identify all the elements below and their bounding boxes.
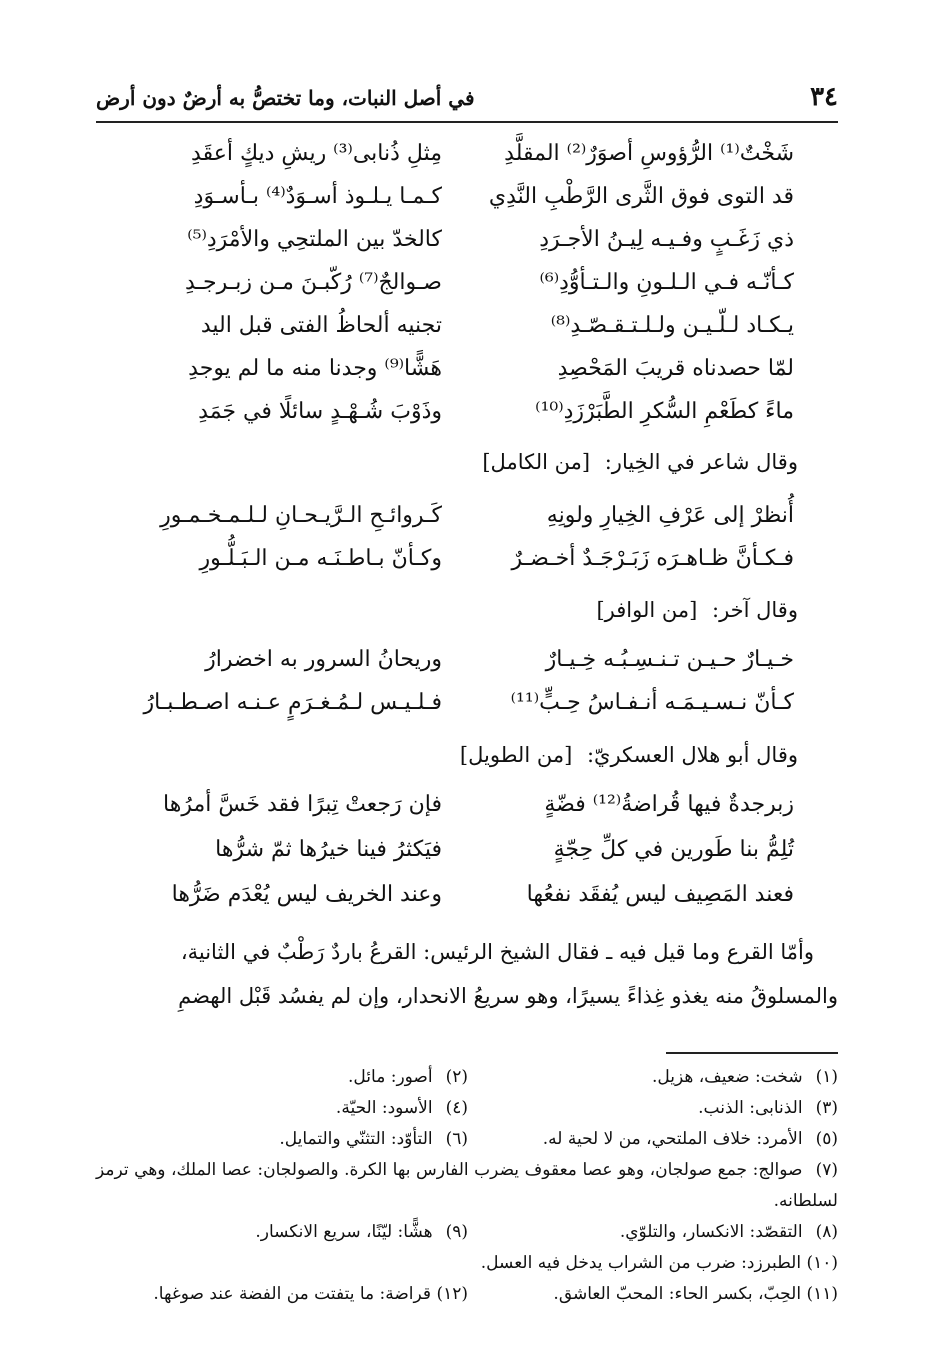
- verse-first-hemistich: خـيـارٌ حـيـن تـنـسِـبُـه خِـيـارٌ: [545, 647, 794, 672]
- verse-second-hemistich: فـلـيـس لـمُـغـرَمٍ عـنـه اصـطـبـارُ: [143, 690, 442, 715]
- poem-intro: [96, 735, 838, 775]
- footnote-text: الطبرزد: ضرب من الشراب يدخل فيه العسل.: [480, 1253, 802, 1273]
- page-number: ٣٤: [810, 82, 838, 112]
- verse-line: [96, 261, 838, 309]
- verse-second-hemistich: فإن رَجعتْ تِبرًا فقد خَسَّ أمرُها: [163, 792, 442, 817]
- footnote-row: [96, 1093, 838, 1124]
- verse-second-hemistich: فيَكثرُ فينا خيرُها ثمّ شرُّها: [215, 837, 442, 862]
- verse-line: [96, 537, 838, 585]
- verse-line: [96, 873, 838, 921]
- poem-intro: [96, 442, 838, 482]
- footnote: [255, 1217, 468, 1248]
- intro-text: وقال شاعر في الخِيار:: [604, 450, 798, 474]
- intro-text: وقال آخر:: [712, 598, 798, 622]
- verse-line: [96, 828, 838, 876]
- verse-first-hemistich: فعند المَصِيف ليس يُفقَد نفعُها: [526, 882, 794, 907]
- verse-line: [96, 347, 838, 395]
- verse-first-hemistich: فـكـأنَّ ظـاهـرَه زَبَـرْجَـدٌ أخـضـرٌ: [511, 546, 794, 571]
- verse-line: [96, 681, 838, 729]
- verse-first-hemistich: ذي زَغَـبٍ وفـيـه لِيـنُ الأجـرَدِ: [539, 227, 794, 252]
- running-title: في أصل النبات، وما تختصُّ به أرضٌ دون أرض: [96, 86, 475, 110]
- footnote-number: (٣): [815, 1098, 838, 1118]
- footnote-text: أصور: مائل.: [348, 1067, 433, 1087]
- verse-first-hemistich: يـكـاد لـلّـيـن ولـلـتـقـصّـدِ⁽⁸⁾: [550, 313, 794, 338]
- verse-first-hemistich: ماءً كطَعْمِ السُّكرِ الطَّبَرْزَدِ⁽¹⁰⁾: [535, 399, 794, 424]
- poem-intro: [96, 590, 838, 630]
- verse-line: [96, 494, 838, 542]
- footnote-number: (٥): [815, 1129, 838, 1149]
- verse-line: [96, 175, 838, 223]
- footnote-number: (١): [815, 1067, 838, 1087]
- footnote-text: التقصّد: الانكسار، والتلوّي.: [619, 1222, 803, 1242]
- page-header: [96, 80, 838, 120]
- verse-second-hemistich: كـمـا يـلـوذ أسـوَدٌ⁽⁴⁾ بـأسـوَدِ: [193, 184, 442, 209]
- verse-first-hemistich: زبرجدةٌ فيها قُراضةُ⁽¹²⁾ فضّةٍ: [544, 792, 794, 817]
- footnote-row: [96, 1062, 838, 1093]
- meter-label: [من الطويل]: [459, 743, 573, 767]
- verse-second-hemistich: وكـأنّ بـاطـنَـه مـن الـبَـلُّـورِ: [199, 546, 442, 571]
- footnote: [348, 1062, 468, 1093]
- footnote: [96, 1155, 838, 1217]
- verse-first-hemistich: كـأنّ نـسـيـمَـه أنـفـاسُ حِـبٍّ⁽¹¹⁾: [510, 690, 794, 715]
- verse-second-hemistich: صـوالجٌ⁽⁷⁾ رُكّبـنَ مـن زبـرجـدِ: [185, 270, 442, 295]
- verse-line: [96, 304, 838, 352]
- footnote: [336, 1093, 468, 1124]
- footnote: [620, 1217, 838, 1248]
- verse-first-hemistich: لمّا حصدناه قريبَ المَحْصِدِ: [557, 356, 794, 381]
- verse-second-hemistich: وريحانُ السرور به اخضرارُ: [205, 647, 442, 672]
- verse-line: [96, 783, 838, 831]
- footnote-text: التأوّد: التثنّي والتمايل.: [279, 1129, 433, 1149]
- footnote-number: (١١): [806, 1284, 838, 1304]
- verse-first-hemistich: تُلِمُّ بنا طَورين في كلِّ حِجّةٍ: [553, 837, 794, 862]
- footnote-text: قراضة: ما يتفتت من الفضة عند صوغها.: [153, 1284, 432, 1304]
- verse-line: [96, 132, 838, 180]
- footnote-row: [96, 1124, 838, 1155]
- footnote-number: (١٢): [436, 1284, 468, 1304]
- footnote-number: (٧): [815, 1160, 838, 1180]
- intro-text: وقال أبو هلال العسكريّ:: [586, 743, 798, 767]
- verse-line: [96, 218, 838, 266]
- prose-line: وأمّا القرع وما قيل فيه ـ فقال الشيخ الرئيس: القرعُ باردٌ رَطْبٌ في الثانية،: [180, 940, 814, 964]
- verse-line: [96, 638, 838, 686]
- footnote: [652, 1062, 838, 1093]
- verse-second-hemistich: كالخدّ بين الملتحِي والأمْرَدِ⁽⁵⁾: [187, 227, 442, 252]
- verse-second-hemistich: مِثلِ ذُنابى⁽³⁾ ريشِ ديكٍ أعقَدِ: [191, 141, 442, 166]
- footnote-number: (٩): [445, 1222, 468, 1242]
- verse-second-hemistich: وعند الخريف ليس يُعْدَم ضَرُّها: [171, 882, 442, 907]
- footnote-row: [96, 1217, 838, 1248]
- footnote-row: [96, 1279, 838, 1310]
- footnote: [153, 1279, 468, 1310]
- footnote-text: الحِبّ، بكسر الحاء: المحبّ العاشق.: [553, 1284, 802, 1304]
- footnote-number: (٨): [815, 1222, 838, 1242]
- footnote: [481, 1248, 838, 1279]
- verse-first-hemistich: قد التوى فوق الثَّرى الرَّطْبِ النَّدِي: [488, 184, 794, 209]
- footnote-text: الأسود: الحيّة.: [335, 1098, 433, 1118]
- footnote: [543, 1124, 838, 1155]
- header-rule: [96, 121, 838, 123]
- footnote-text: صوالج: جمع صولجان، وهو عصا معقوف يضرب الفارس بها الكرة. والصولجان: عصا الملك، وهي ترمز لسلطانه.: [96, 1160, 838, 1211]
- footnote-number: (٢): [445, 1067, 468, 1087]
- footnote-rule: [666, 1052, 838, 1054]
- footnotes: [96, 1062, 838, 1310]
- verse-first-hemistich: شَخْتٌ⁽¹⁾ الرُّؤوسِ أصوَرٌ⁽²⁾ المقلَّدِ: [504, 141, 794, 166]
- footnote-number: (٤): [445, 1098, 468, 1118]
- verse-first-hemistich: أُنظرْ إلى عَرْفِ الخِيارِ ولونِهِ: [546, 503, 794, 528]
- footnote-text: شخت: ضعيف، هزيل.: [651, 1067, 803, 1087]
- footnote: [553, 1279, 838, 1310]
- meter-label: [من الوافر]: [596, 598, 698, 622]
- verse-first-hemistich: كـأنّـه فـي الـلـونِ والـتـأوُّدِ⁽⁶⁾: [539, 270, 794, 295]
- verse-second-hemistich: كَـروائـحِ الـرَّيـحـانِ لـلـمـخـمـورِ: [160, 503, 442, 528]
- meter-label: [من الكامل]: [482, 450, 591, 474]
- footnote-text: الذنابى: الذنب.: [698, 1098, 803, 1118]
- footnote-number: (٦): [445, 1129, 468, 1149]
- verse-second-hemistich: هَشًّا⁽⁹⁾ وجدنا منه ما لم يوجدِ: [188, 356, 442, 381]
- footnote-row: [96, 1248, 838, 1279]
- footnote: [279, 1124, 468, 1155]
- verse-second-hemistich: وذَوْبَ شُـهْـدٍ سائلًا في جَمَدِ: [198, 399, 442, 424]
- verse-line: [96, 390, 838, 438]
- footnote-number: (١٠): [806, 1253, 838, 1273]
- footnote-text: هشًّا: ليّنًا، سريع الانكسار.: [255, 1222, 433, 1242]
- prose-line: والمسلوقُ منه يغذو غِذاءً يسيرًا، وهو سريعُ الانحدار، وإن لم يفسُد قَبْل الهضمِ: [178, 984, 838, 1008]
- verse-second-hemistich: تجنيه ألحاظُ الفتى قبل اليد: [200, 313, 442, 338]
- footnote-row: [96, 1155, 838, 1217]
- footnote-text: الأمرد: خلاف الملتحي، من لا لحية له.: [542, 1129, 803, 1149]
- footnote: [698, 1093, 838, 1124]
- prose-paragraph: [96, 930, 838, 1018]
